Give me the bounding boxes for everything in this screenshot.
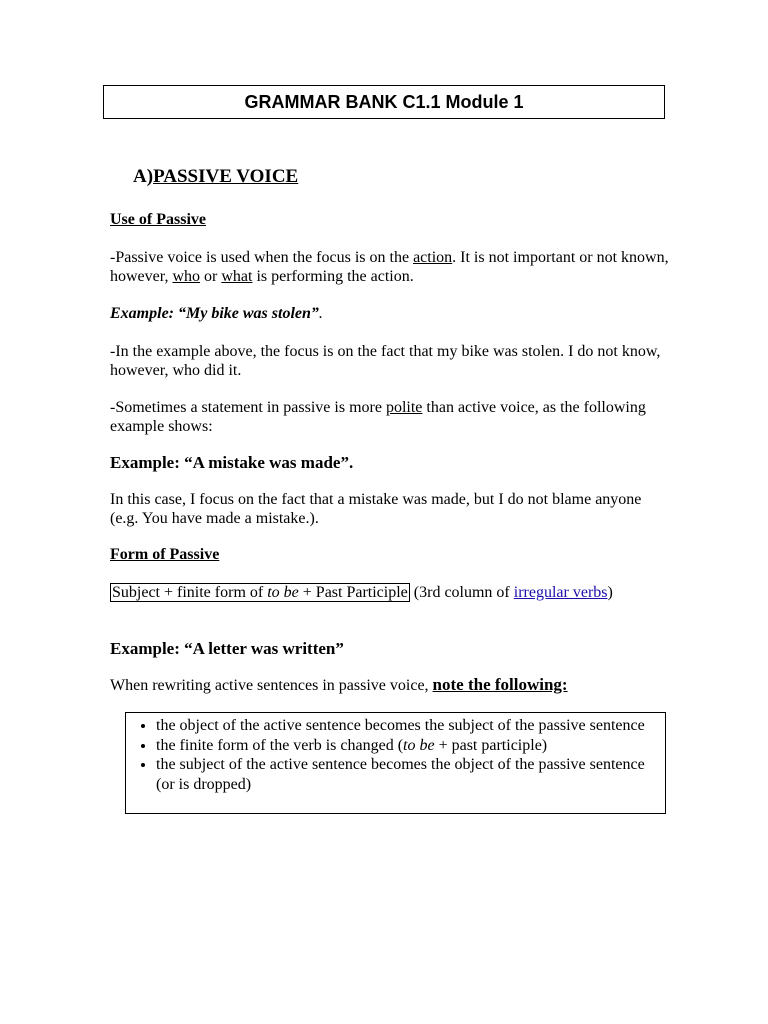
text-span: -Passive voice is used when the focus is on the [110, 249, 414, 266]
text-span: + Past Participle [298, 584, 408, 601]
example-bike-stolen [110, 304, 670, 323]
document-title-text: GRAMMAR BANK C1.1 Module 1 [244, 91, 524, 112]
italic-to-be: to be [403, 736, 435, 754]
formula-box [110, 583, 410, 602]
note-the-following: note the following: [432, 675, 568, 694]
document-title [103, 85, 665, 119]
rules-list [126, 716, 665, 794]
paragraph-use-definition [110, 248, 670, 286]
text-span: Subject + finite form of [112, 584, 268, 601]
underlined-word-what: what [221, 268, 253, 285]
underlined-word-polite: polite [385, 399, 423, 416]
section-prefix: A) [133, 166, 154, 187]
example-text: Example: “My bike was stolen” [110, 305, 319, 322]
use-heading-text: Use of Passive [110, 211, 206, 228]
italic-to-be: to be [267, 584, 299, 601]
text-span: than active voice, as the following example shows: [110, 399, 646, 435]
paragraph-example-explanation: -In the example above, the focus is on the fact that my bike was stolen. I do not know, however, who did it. [110, 343, 661, 379]
example-letter-written: Example: “A letter was written” [110, 639, 344, 658]
paragraph-blame: In this case, I focus on the fact that a mistake was made, but I do not blame anyone (e.g. You have made a mistake.). [110, 491, 642, 527]
paragraph-rewrite-note [110, 675, 670, 695]
text-span: (3rd column of [409, 584, 514, 601]
list-item: • the subject of the active sentence becomes the object of the passive sentence (or is dropped) [156, 755, 665, 794]
section-title: PASSIVE VOICE [153, 166, 299, 187]
paragraph-form-formula [110, 583, 670, 602]
form-heading-text: Form of Passive [110, 546, 220, 563]
underlined-word-who: who [172, 268, 201, 285]
rules-list-box [125, 712, 666, 814]
irregular-verbs-link[interactable]: irregular verbs [513, 584, 608, 601]
example-mistake-made: Example: “A mistake was made”. [110, 453, 354, 472]
form-of-passive-heading [110, 545, 670, 564]
text-span: -Sometimes a statement in passive is more [110, 399, 386, 416]
example-end: . [318, 305, 323, 322]
text-span: or [200, 268, 222, 285]
text-span: ) [607, 584, 613, 601]
paragraph-politeness [110, 398, 670, 436]
list-item: • the object of the active sentence becomes the subject of the passive sentence [156, 716, 665, 736]
text-span: When rewriting active sentences in passive voice, [110, 677, 433, 694]
text-span: the finite form of the verb is changed ( [156, 736, 404, 754]
section-heading-passive-voice [133, 166, 298, 188]
list-item [156, 736, 665, 756]
use-of-passive-heading [110, 210, 670, 229]
text-span: + past participle) [434, 736, 548, 754]
underlined-word-action: action [413, 249, 453, 266]
text-span: is performing the action. [252, 268, 414, 285]
text-span: . It is not important or not known, however, [110, 249, 669, 285]
